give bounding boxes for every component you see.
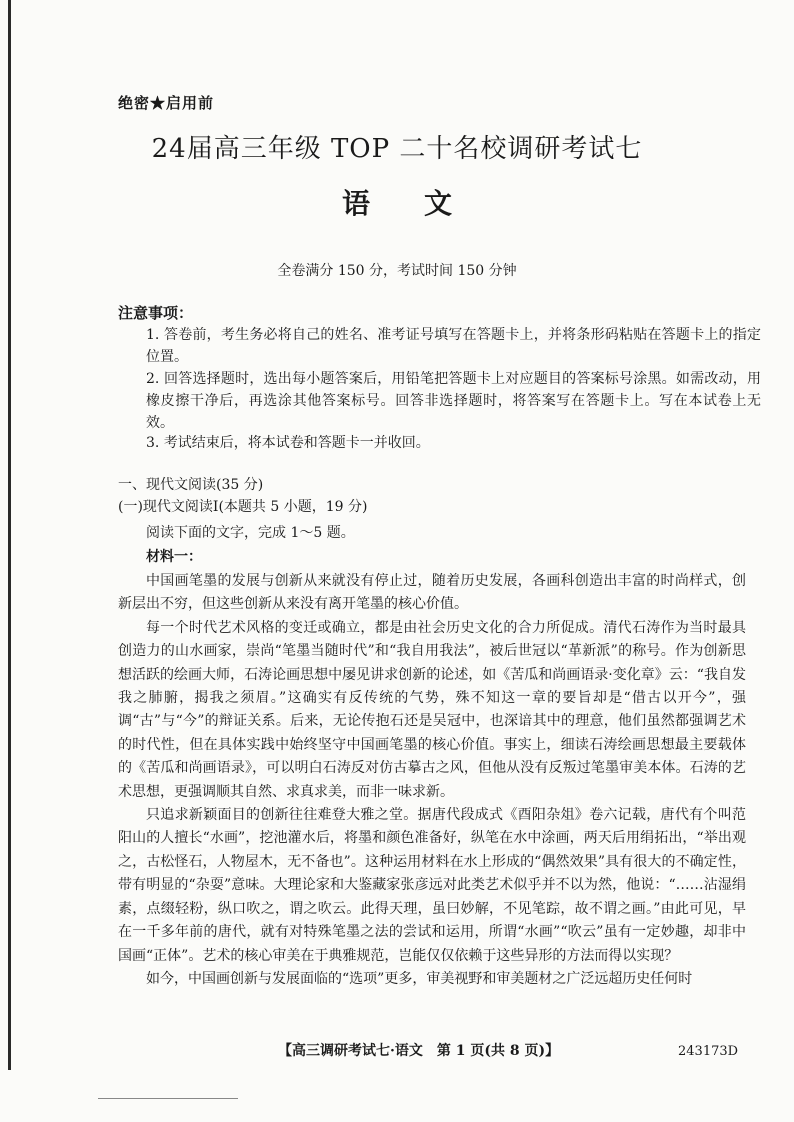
paragraph-3: 只追求新颖面目的创新往往难登大雅之堂。据唐代段成式《酉阳杂俎》卷六记载，唐代有个叫范阳山的人擅长“水画”，挖池灌水后，将墨和颜色准备好，纵笔在水中涂画，两天后用绢拓出，“举出观之，古松怪石，人物屋木，无不备也”。这种运用材料在水上形成的“偶然效果”具有很大的不确定性，带有明显的“杂耍”意味。大理论家和大鉴藏家张彦远对此类艺术似乎并不以为然，他说：“……沾湿绢素，点缀轻粉，纵口吹之，谓之吹云。此得天理，虽曰妙解，不见笔踪，故不谓之画。”由此可见，早在一千多年前的唐代，就有对特殊笔墨之法的尝试和运用，所谓“水画”“吹云”虽有一定妙趣，却非中国画“正体”。艺术的核心审美在于典雅规范，岂能仅仅依赖于这些异形的方法而得以实现？ [118,807,746,964]
note-item-3: 3. 考试结束后，将本试卷和答题卡一并收回。 [146,435,430,451]
paragraph-1: 中国画笔墨的发展与创新从来就没有停止过，随着历史发展，各画科创造出丰富的时尚样式，创新层出不穷，但这些创新从来没有离开笔墨的核心价值。 [118,573,746,613]
page-footer: 【高三调研考试七·语文 第 1 页(共 8 页)】 [278,1043,560,1059]
material-label: 材料一： [146,549,202,565]
score-info: 全卷满分 150 分，考试时间 150 分钟 [277,263,517,279]
exam-title: 24届高三年级 TOP 二十名校调研考试七 [151,134,643,164]
paragraph-2: 每一个时代艺术风格的变迁或确立，都是由社会历史文化的合力所促成。清代石涛作为当时最具创造力的山水画家，崇尚“笔墨当随时代”和“我自用我法”，被后世冠以“革新派”的称号。作为创新思想活跃的绘画大师，石涛论画思想中屡见讲求创新的论述，如《苦瓜和尚画语录·变化章》云：“我自发我之肺腑，揭我之须眉。”这确实有反传统的气势，殊不知这一章的要旨却是“借古以开今”，强调“古”与“今”的辩证关系。后来，无论传抱石还是吴冠中，也深谙其中的理意，他们虽然都强调艺术的时代性，但在具体实践中始终坚守中国画笔墨的核心价值。事实上，细读石涛绘画思想最主要载体的《苦瓜和尚画语录》，可以明白石涛反对仿古摹古之风，但他从没有反叛过笔墨审美本体。石涛的艺术思想，更强调顺其自然、求真求美，而非一味求新。 [118,619,746,800]
part-title: 一、现代文阅读(35 分) [118,477,264,493]
secret-mark: 绝密★启用前 [118,94,215,112]
paragraph-4: 如今，中国画创新与发展面临的“选项”更多，审美视野和审美题材之广泛远超历史任何时 [146,970,693,987]
notes-title: 注意事项： [118,304,194,322]
subject-title: 语文 [341,187,506,220]
exam-code: 243173D [678,1044,739,1059]
material-text [118,570,746,991]
bottom-rule [98,1098,238,1099]
sub-title: (一)现代文阅读Ⅰ(本题共 5 小题，19 分) [118,499,368,515]
instruction: 阅读下面的文字，完成 1～5 题。 [146,525,355,541]
note-item-1: 1. 答卷前，考生务必将自己的姓名、准考证号填写在答题卡上，并将条形码粘贴在答题卡上的指定位置。 [146,327,761,365]
note-item-2: 2. 回答选择题时，选出每小题答案后，用铅笔把答题卡上对应题目的答案标号涂黑。如需改动，用橡皮擦干净后，再选涂其他答案标号。回答非选择题时，将答案写在答题卡上。写在本试卷上无效。 [146,371,761,431]
